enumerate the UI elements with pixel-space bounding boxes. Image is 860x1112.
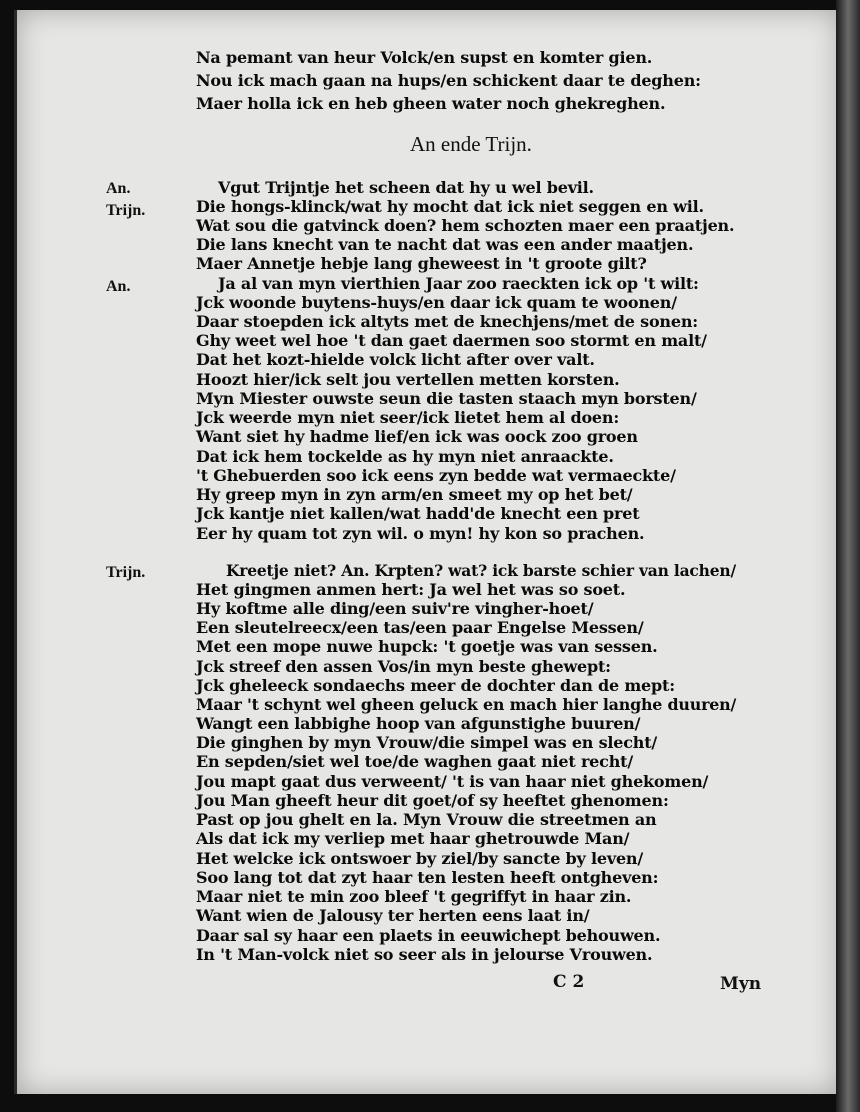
verse-line: Jou mapt gaat dus verweent/ 't is van haar niet ghekomen/: [196, 772, 709, 791]
verse-line: Met een mope nuwe hupck: 't goetje was van sessen.: [196, 637, 658, 656]
speaker-an: An.: [106, 278, 131, 295]
verse-line: Die hongs-klinck/wat hy mocht dat ick niet seggen en wil.: [196, 197, 704, 216]
verse-line: Jou Man gheeft heur dit goet/of sy heeftet ghenomen:: [196, 791, 669, 810]
verse-line: In 't Man-volck niet so seer als in jelourse Vrouwen.: [196, 945, 653, 964]
top-line-1: Na pemant van heur Volck/en supst en komter gien.: [196, 48, 653, 67]
verse-line: Hy greep myn in zyn arm/en smeet my op het bet/: [196, 485, 633, 504]
verse-line: Als dat ick my verliep met haar ghetrouwde Man/: [196, 829, 630, 848]
verse-line: Jck weerde myn niet seer/ick lietet hem al doen:: [196, 408, 620, 427]
verse-line: Jck woonde buytens-huys/en daar ick quam te woonen/: [196, 293, 677, 312]
verse-line: Daar sal sy haar een plaets in eeuwichept behouwen.: [196, 926, 661, 945]
verse-line: Maar 't schynt wel gheen geluck en mach hier langhe duuren/: [196, 695, 737, 714]
verse-line: 't Ghebuerden soo ick eens zyn bedde wat vermaeckte/: [196, 466, 676, 485]
verse-line: Het welcke ick ontswoer by ziel/by sancte by leven/: [196, 849, 644, 868]
verse-line: Hoozt hier/ick selt jou vertellen metten korsten.: [196, 370, 620, 389]
verse-line: Ghy weet wel hoe 't dan gaet daermen soo stormt en malt/: [196, 331, 707, 350]
top-line-3: Maer holla ick en heb gheen water noch ghekreghen.: [196, 94, 666, 113]
verse-line: Die lans knecht van te nacht dat was een ander maatjen.: [196, 235, 694, 254]
verse-line: Jck kantje niet kallen/wat hadd'de knecht een pret: [196, 504, 640, 523]
verse-line: Eer hy quam tot zyn wil. o myn! hy kon so prachen.: [196, 524, 645, 543]
verse-line: Myn Miester ouwste seun die tasten staach myn borsten/: [196, 389, 697, 408]
signature-mark: C 2: [553, 972, 585, 992]
verse-line: Kreetje niet? An. Krpten? wat? ick barste schier van lachen/: [226, 561, 736, 580]
verse-line: Wat sou die gatvinck doen? hem schozten maer een praatjen.: [196, 216, 735, 235]
verse-line: Jck gheleeck sondaechs meer de dochter dan de mept:: [196, 676, 675, 695]
speaker-an: An.: [106, 180, 131, 197]
speaker-trijn: Trijn.: [106, 202, 146, 219]
verse-line: Want wien de Jalousy ter herten eens laat in/: [196, 906, 590, 925]
verse-line: Dat het kozt-hielde volck licht after over valt.: [196, 350, 595, 369]
verse-line: Vgut Trijntje het scheen dat hy u wel bevil.: [218, 178, 594, 197]
verse-line: Past op jou ghelt en la. Myn Vrouw die streetmen an: [196, 810, 657, 829]
top-line-2: Nou ick mach gaan na hups/en schickent daar te deghen:: [196, 71, 701, 90]
page-edge: [836, 0, 860, 1112]
section-heading: An ende Trijn.: [410, 132, 532, 156]
catchword: Myn: [720, 974, 762, 994]
verse-line: Ja al van myn vierthien Jaar zoo raeckten ick op 't wilt:: [218, 274, 699, 293]
speaker-trijn: Trijn.: [106, 564, 146, 581]
verse-line: Wangt een labbighe hoop van afgunstighe buuren/: [196, 714, 641, 733]
verse-line: Jck streef den assen Vos/in myn beste ghewept:: [196, 657, 611, 676]
verse-line: Hy koftme alle ding/een suiv're vingher-hoet/: [196, 599, 594, 618]
verse-line: Maer Annetje hebje lang gheweest in 't groote gilt?: [196, 254, 647, 273]
verse-line: Het gingmen anmen hert: Ja wel het was so soet.: [196, 580, 626, 599]
verse-line: Soo lang tot dat zyt haar ten lesten heeft ontgheven:: [196, 868, 659, 887]
verse-line: Dat ick hem tockelde as hy myn niet anraackte.: [196, 447, 614, 466]
verse-line: Daar stoepden ick altyts met de knechjens/met de sonen:: [196, 312, 698, 331]
verse-line: Want siet hy hadme lief/en ick was oock zoo groen: [196, 427, 638, 446]
verse-line: Een sleutelreecx/een tas/een paar Engelse Messen/: [196, 618, 644, 637]
verse-line: Die ginghen by myn Vrouw/die simpel was en slecht/: [196, 733, 658, 752]
verse-line: En sepden/siet wel toe/de waghen gaat niet recht/: [196, 752, 633, 771]
verse-line: Maar niet te min zoo bleef 't gegriffyt in haar zin.: [196, 887, 632, 906]
